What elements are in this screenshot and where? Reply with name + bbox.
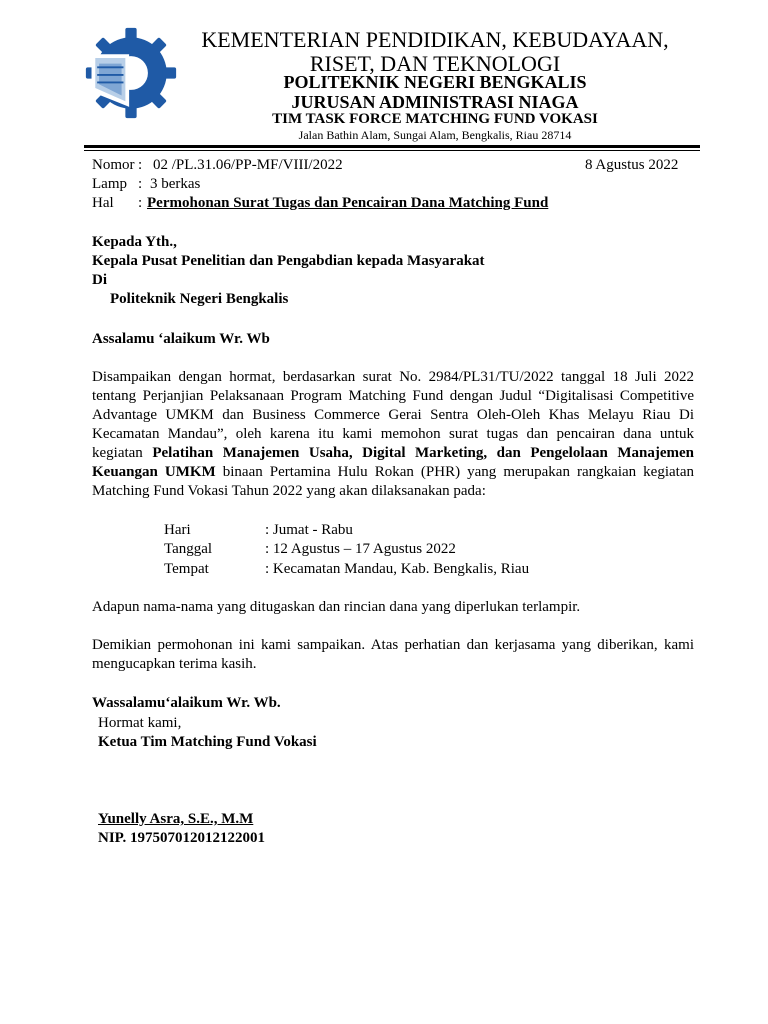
body-p1-line2: tentang Perjanjian Pelaksanaan Program Matching Fund dengan Judul “Digitalisasi Competitive bbox=[92, 388, 694, 404]
nomor-label: Nomor bbox=[92, 157, 135, 173]
closing-hormat: Hormat kami, bbox=[98, 715, 182, 731]
body-p1-line7: Matching Fund Vokasi Tahun 2022 yang akan dilaksanakan pada: bbox=[92, 483, 486, 499]
letterhead-divider-thick bbox=[84, 145, 700, 148]
ministry-name-line1: KEMENTERIAN PENDIDIKAN, KEBUDAYAAN, bbox=[201, 27, 669, 52]
body-p1-line6-b: binaan Pertamina Hulu Rokan (PHR) yang merupakan rangkaian kegiatan bbox=[215, 464, 694, 480]
closing-salam: Wassalamu‘alaikum Wr. Wb. bbox=[92, 695, 281, 711]
body-paragraph-2: Adapun nama-nama yang ditugaskan dan rincian dana yang diperlukan terlampir. bbox=[92, 599, 581, 615]
body-p1-line1: Disampaikan dengan hormat, berdasarkan surat No. 2984/PL31/TU/2022 tanggal 18 Juli 2022 bbox=[92, 369, 694, 385]
body-p1-line4: Kecamatan Mandau”, oleh karena itu kami memohon surat tugas dan pencairan dana untuk bbox=[92, 426, 694, 442]
body-p3-line1: Demikian permohonan ini kami sampaikan. Atas perhatian dan kerjasama yang diberikan, kami bbox=[92, 637, 694, 653]
body-paragraph-3 bbox=[92, 636, 694, 674]
schedule-value-tanggal: : 12 Agustus – 17 Agustus 2022 bbox=[265, 541, 456, 557]
schedule-label-tanggal: Tanggal bbox=[164, 541, 213, 557]
body-p3-line2: mengucapkan terima kasih. bbox=[92, 656, 257, 672]
ministry-name-line2: RISET, DAN TEKNOLOGI bbox=[309, 51, 561, 76]
recipient-name: Kepala Pusat Penelitian dan Pengabdian kepada Masyarakat bbox=[92, 253, 485, 269]
nomor-value: 02 /PL.31.06/PP-MF/VIII/2022 bbox=[153, 157, 343, 173]
letter-date: 8 Agustus 2022 bbox=[585, 157, 679, 173]
hal-separator: : bbox=[138, 195, 143, 211]
body-paragraph-1 bbox=[92, 368, 694, 501]
signer-name: Yunelly Asra, S.E., M.M bbox=[98, 811, 254, 827]
team-name: TIM TASK FORCE MATCHING FUND VOKASI bbox=[272, 111, 598, 127]
nomor-separator: : bbox=[138, 157, 143, 173]
body-p1-line3: Advantage UMKM dan Business Commerce Gerai Sentra Oleh-Oleh Khas Melayu Riau Di bbox=[92, 407, 694, 423]
department-name: JURUSAN ADMINISTRASI NIAGA bbox=[291, 92, 579, 112]
schedule-value-tempat: : Kecamatan Mandau, Kab. Bengkalis, Riau bbox=[265, 561, 530, 577]
body-p1-line5-a: kegiatan bbox=[92, 445, 153, 461]
lamp-separator: : bbox=[138, 176, 143, 192]
schedule-label-tempat: Tempat bbox=[164, 561, 209, 577]
recipient-di: Di bbox=[92, 272, 107, 288]
lamp-label: Lamp bbox=[92, 176, 127, 192]
polbeng-logo-icon bbox=[84, 26, 178, 120]
institution-address: Jalan Bathin Alam, Sungai Alam, Bengkalis, Riau 28714 bbox=[298, 128, 572, 142]
signer-position: Ketua Tim Matching Fund Vokasi bbox=[98, 734, 317, 750]
hal-label: Hal bbox=[92, 195, 114, 211]
body-p1-line6 bbox=[92, 463, 694, 482]
body-p1-line5 bbox=[92, 444, 694, 463]
schedule-value-hari: : Jumat - Rabu bbox=[265, 522, 353, 538]
activity-title-part2: Keuangan UMKM bbox=[92, 464, 216, 480]
recipient-greeting: Kepada Yth., bbox=[92, 234, 177, 250]
lamp-value: 3 berkas bbox=[150, 176, 201, 192]
letterhead-divider-thin bbox=[84, 150, 700, 151]
recipient-place: Politeknik Negeri Bengkalis bbox=[110, 291, 289, 307]
signer-nip: NIP. 197507012012122001 bbox=[98, 830, 265, 846]
hal-subject: Permohonan Surat Tugas dan Pencairan Dana Matching Fund bbox=[147, 195, 549, 211]
activity-title-part1: Pelatihan Manajemen Usaha, Digital Marketing, dan Pengelolaan Manajemen bbox=[152, 445, 694, 461]
institution-name: POLITEKNIK NEGERI BENGKALIS bbox=[283, 72, 587, 92]
schedule-label-hari: Hari bbox=[164, 522, 191, 538]
salutation: Assalamu ‘alaikum Wr. Wb bbox=[92, 331, 270, 347]
